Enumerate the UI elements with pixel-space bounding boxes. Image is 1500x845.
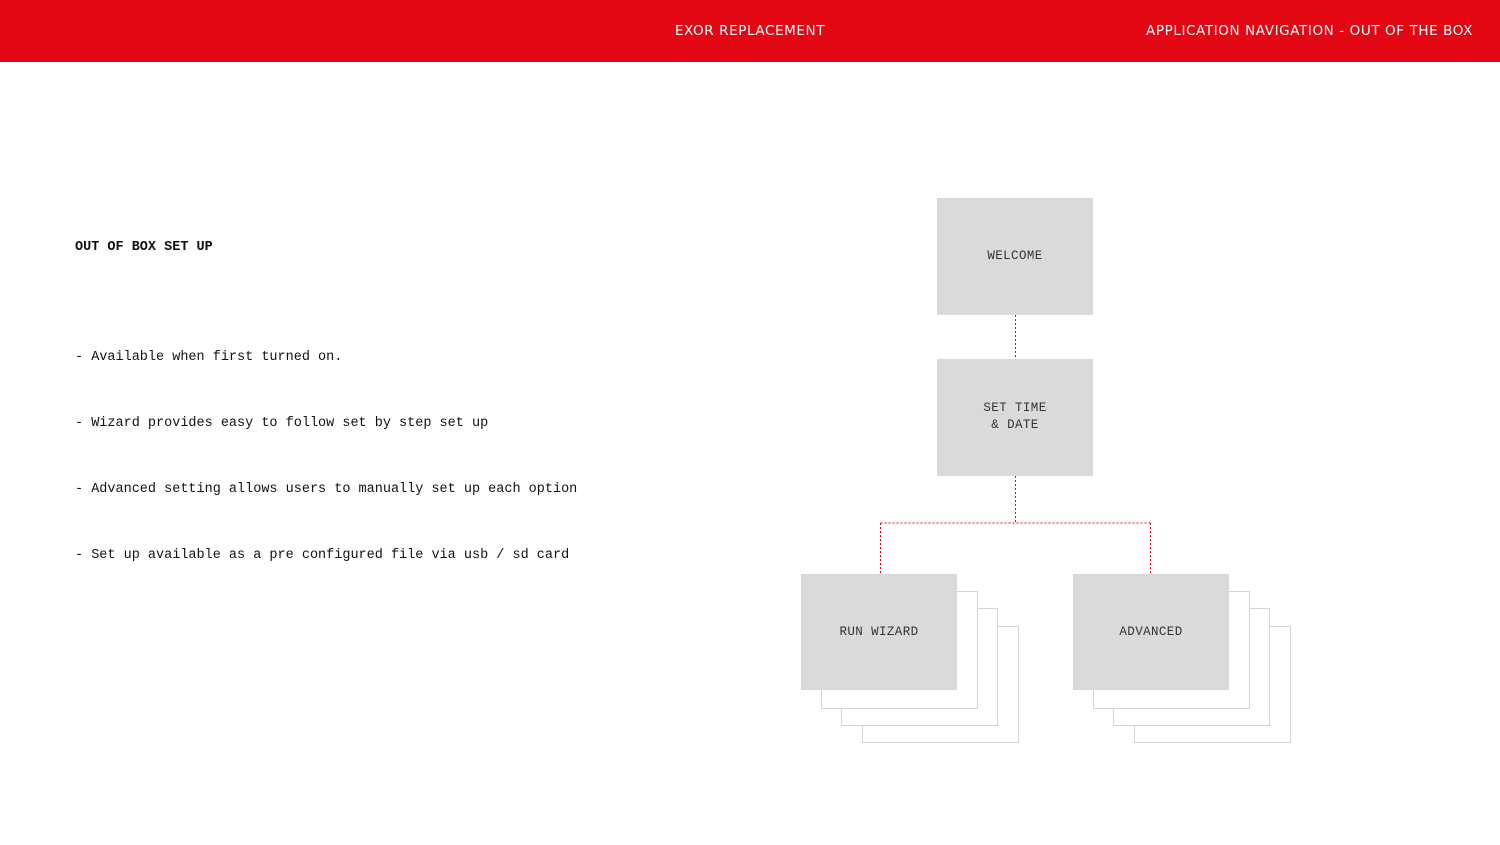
- node-set-time-date: [937, 359, 1093, 476]
- header-section-title: APPLICATION NAVIGATION - OUT OF THE BOX: [1146, 23, 1473, 39]
- node-advanced: [1073, 574, 1229, 690]
- notes-item-3: - Advanced setting allows users to manually set up each option: [75, 482, 578, 497]
- notes-title: OUT OF BOX SET UP: [75, 240, 213, 255]
- notes-item-1: - Available when first turned on.: [75, 350, 343, 365]
- notes-item-4: - Set up available as a pre configured file via usb / sd card: [75, 548, 570, 563]
- node-set-time-date-label-line-1: SET TIME: [983, 401, 1047, 415]
- header-title: EXOR REPLACEMENT: [674, 23, 826, 39]
- node-advanced-label: ADVANCED: [1119, 625, 1183, 639]
- node-run-wizard: [801, 574, 957, 690]
- node-welcome-label: WELCOME: [987, 249, 1043, 263]
- node-run-wizard-label: RUN WIZARD: [839, 625, 919, 639]
- notes-item-2: - Wizard provides easy to follow set by step set up: [75, 416, 489, 431]
- node-set-time-date-label-line-2: & DATE: [991, 418, 1039, 432]
- node-welcome: [937, 198, 1093, 315]
